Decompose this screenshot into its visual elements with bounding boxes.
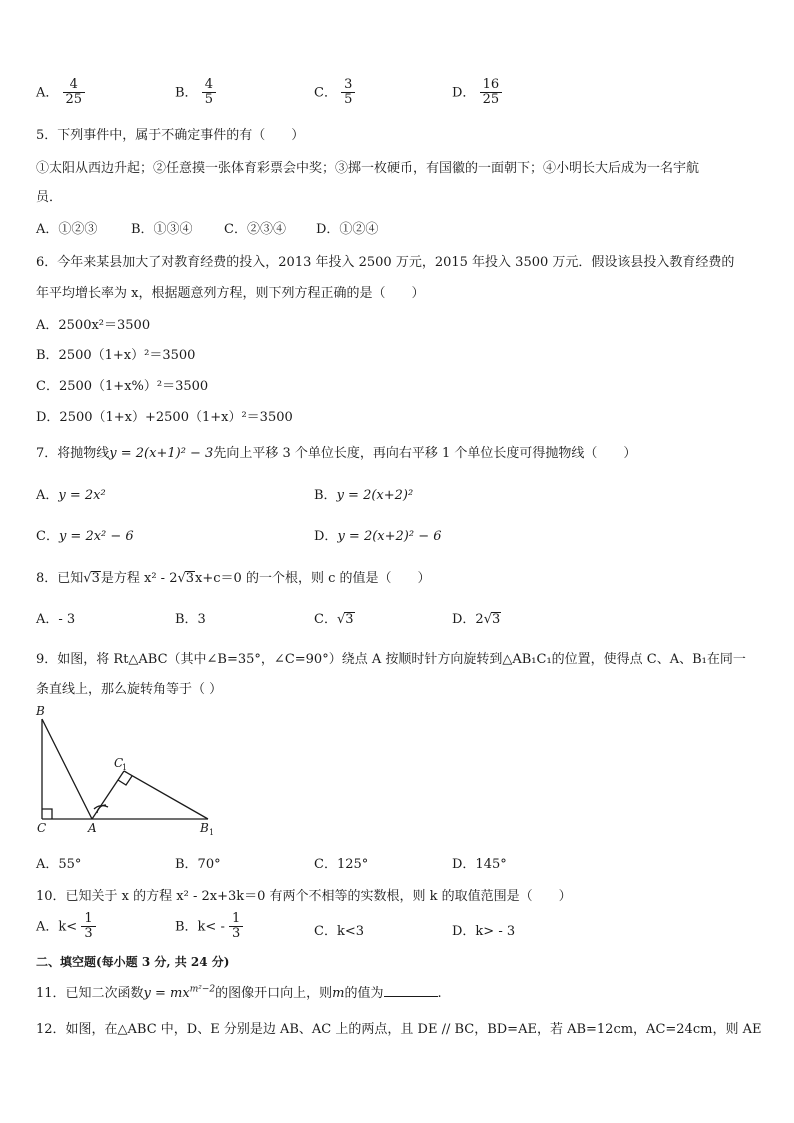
label-c: C (37, 821, 47, 835)
answer-blank[interactable] (384, 984, 438, 997)
q10-option-d: D．k> - 3 (452, 924, 516, 939)
label-b: B (36, 705, 45, 718)
q7-formula: y = 2(x+1)² − 3 (109, 446, 214, 461)
q9-stem-line1: 9．如图，将 Rt△ABC（其中∠B=35°，∠C=90°）绕点 A 按顺时针方向旋转到△AB₁C₁的位置，使得点 C、A、B₁在同一 (36, 652, 746, 667)
q5-option-c: C．②③④ (224, 222, 286, 237)
q5-body-line1: ①太阳从西边升起；②任意摸一张体育彩票会中奖；③掷一枚硬币，有国徽的一面朝下；④小明长大后成为一名宇航 (36, 161, 700, 176)
q10-option-b: B．k< - $\frac{1}{3}$ (175, 912, 243, 942)
q6-stem-line2: 年平均增长率为 x，根据题意列方程，则下列方程正确的是（ ） (36, 286, 425, 301)
q6-stem-line1: 6．今年来某县加大了对教育经费的投入，2013 年投入 2500 万元，2015 年投入 3500 万元．假设该县投入教育经费的 (36, 255, 735, 270)
q9-option-c: C．125° (314, 857, 369, 872)
label-b1-sub: 1 (209, 828, 215, 835)
q9-option-a: A．55° (36, 857, 82, 872)
q12-stem: 12．如图，在△ABC 中，D、E 分别是边 AB、AC 上的两点，且 DE // BC，BD=AE，若 AB=12cm，AC=24cm，则 AE (36, 1022, 762, 1037)
q7-stem: 7．将抛物线y = 2(x+1)² − 3先向上平移 3 个单位长度，再向右平移 1 个单位长度可得抛物线（ ） (36, 446, 637, 461)
q9-option-b: B．70° (175, 857, 221, 872)
q4-option-c: C． $\frac{3}{5}$ (314, 78, 355, 108)
q6-option-d: D．2500（1+x）+2500（1+x）²＝3500 (36, 410, 293, 425)
section-title: 二、填空题(每小题 3 分, 共 24 分) (36, 955, 230, 969)
q8-stem: 8．已知√3是方程 x² - 2√3x+c＝0 的一个根，则 c 的值是（ ） (36, 571, 431, 586)
q9-triangle-figure (34, 705, 224, 835)
q8-option-d: D．2√3 (452, 612, 501, 627)
q8-option-b: B．3 (175, 612, 206, 627)
q9-option-d: D．145° (452, 857, 507, 872)
q4-option-a: A． $\frac{4}{25}$ (36, 78, 85, 108)
q5-stem: 5．下列事件中，属于不确定事件的有（ ） (36, 128, 305, 143)
q7-option-b: B．y = 2(x+2)² (314, 488, 414, 503)
q6-option-a: A．2500x²＝3500 (36, 318, 151, 333)
label-c1: C (114, 756, 124, 770)
q5-option-a: A．①②③ (36, 222, 98, 237)
label-b1: B (200, 821, 209, 835)
q9-stem-line2: 条直线上，那么旋转角等于（ ） (36, 682, 223, 697)
q6-option-c: C．2500（1+x%）²＝3500 (36, 379, 209, 394)
q10-option-a: A．k< $\frac{1}{3}$ (36, 912, 96, 942)
label-a: A (88, 821, 97, 835)
q7-option-d: D．y = 2(x+2)² − 6 (314, 529, 442, 544)
q7-option-a: A．y = 2x² (36, 488, 106, 503)
label-c1-sub: 1 (122, 763, 128, 772)
q4-option-b: B． $\frac{4}{5}$ (175, 78, 216, 108)
q10-option-c: C．k<3 (314, 924, 364, 939)
q11-stem: 11．已知二次函数$y = mx^{m^2-2}$的图像开口向上，则m的值为 . (36, 984, 442, 1001)
q4-option-d: D． $\frac{16}{25}$ (452, 78, 502, 108)
q5-body-line2: 员． (36, 190, 63, 205)
q10-stem: 10．已知关于 x 的方程 x² - 2x+3k＝0 有两个不相等的实数根，则 k 的取值范围是（ ） (36, 889, 572, 904)
q6-option-b: B．2500（1+x）²＝3500 (36, 348, 196, 363)
q7-option-c: C．y = 2x² − 6 (36, 529, 134, 544)
q8-option-c: C．√3 (314, 612, 354, 627)
q5-option-b: B．①③④ (131, 222, 193, 237)
q8-option-a: A．- 3 (36, 612, 76, 627)
q5-option-d: D．①②④ (316, 222, 379, 237)
